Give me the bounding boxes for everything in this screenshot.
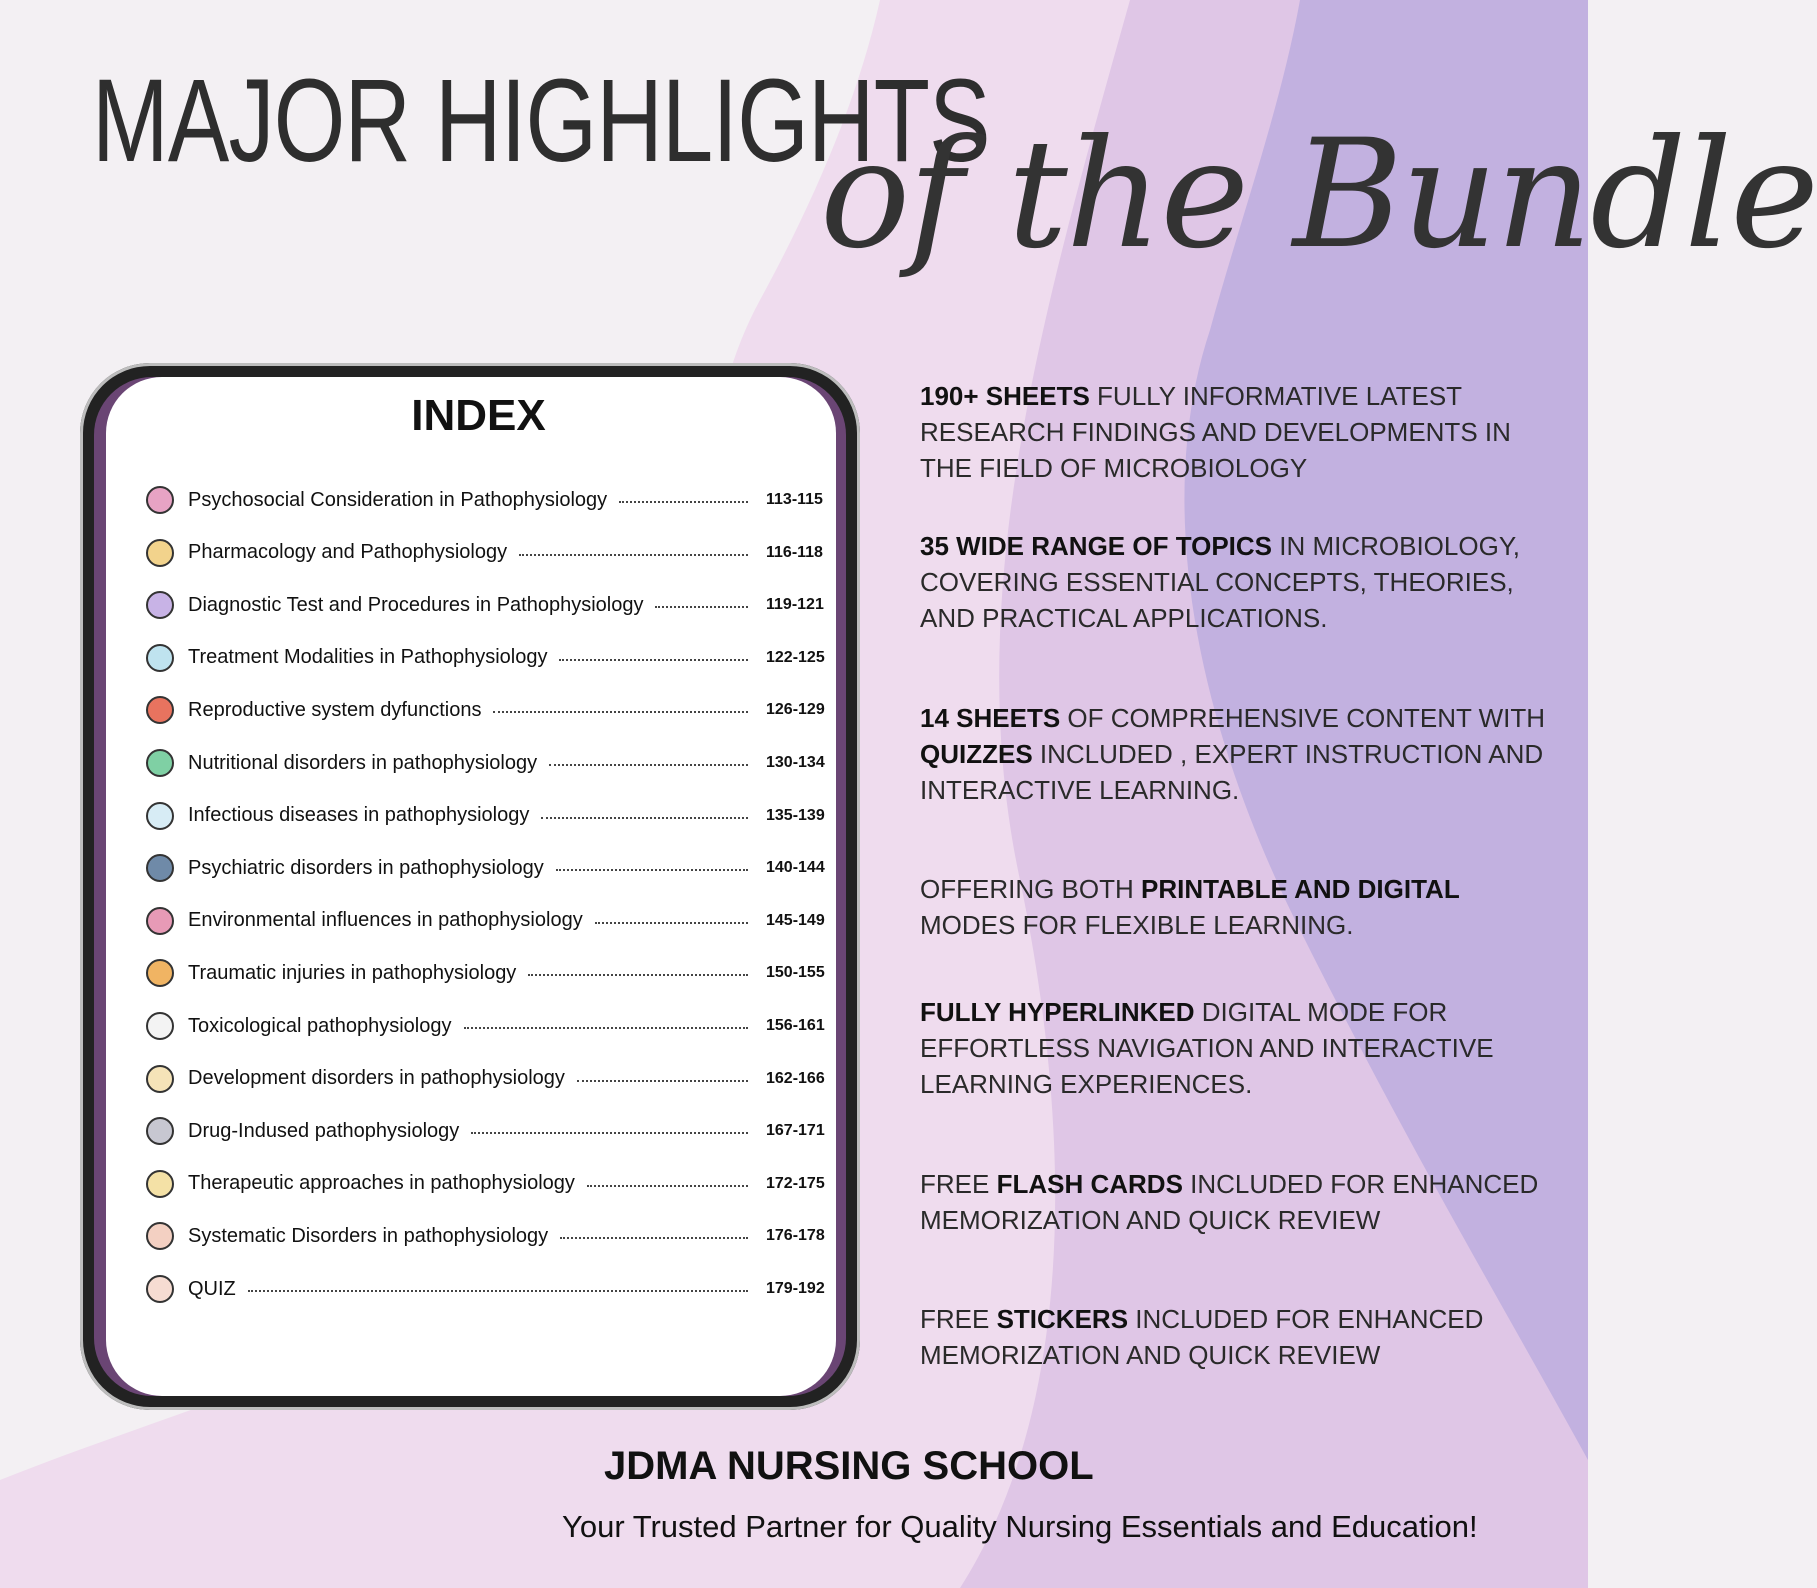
index-item-pages: 116-118 (766, 543, 823, 561)
dot-leader (619, 501, 748, 503)
index-item-pages: 176-178 (766, 1227, 825, 1245)
index-item-pages: 140-144 (766, 859, 825, 877)
highlight-text: FULLY INFORMATIVE LATEST RESEARCH FINDINGS AND DEVELOPMENTS IN THE FIELD OF MICROBIOLOGY (920, 381, 1511, 483)
highlight-item (920, 700, 1560, 808)
tablet-mockup (80, 363, 860, 1410)
index-item-pages: 156-161 (766, 1017, 825, 1034)
index-row[interactable] (146, 1169, 846, 1199)
brand-name: JDMA NURSING SCHOOL (604, 1444, 1094, 1488)
highlight-text: OFFERING BOTH (920, 874, 1141, 904)
index-row[interactable] (146, 1116, 846, 1146)
tablet-screen (94, 377, 846, 1396)
highlight-emphasis: 35 WIDE RANGE OF TOPICS (920, 531, 1273, 561)
index-item-pages: 130-134 (766, 754, 825, 771)
index-row[interactable] (146, 906, 846, 936)
index-row[interactable] (146, 1221, 846, 1251)
index-item-label: Pharmacology and Pathophysiology (188, 541, 508, 564)
infectious-icon (146, 802, 174, 830)
index-item-pages: 122-125 (766, 648, 825, 666)
dot-leader (471, 1132, 748, 1134)
index-row[interactable] (146, 590, 846, 620)
highlight-emphasis: PRINTABLE AND DIGITAL (1141, 874, 1460, 904)
index-item-label: Systematic Disorders in pathophysiology (188, 1224, 549, 1247)
pharmacology-icon (146, 539, 174, 567)
dot-leader (587, 1185, 748, 1187)
highlight-text: FREE (920, 1169, 997, 1199)
tagline: Your Trusted Partner for Quality Nursing Essentials and Education! (562, 1509, 1478, 1544)
dot-leader (549, 764, 748, 766)
dot-leader (464, 1027, 749, 1029)
index-title: INDEX (411, 391, 546, 440)
index-item-label: Diagnostic Test and Procedures in Pathophysiology (188, 593, 644, 616)
highlight-item (920, 528, 1560, 636)
index-row[interactable] (146, 538, 846, 568)
index-item-pages: 179-192 (766, 1280, 825, 1297)
psychiatric-icon (146, 854, 174, 882)
dot-leader (528, 974, 748, 976)
dot-leader (577, 1080, 748, 1082)
highlight-text: OF COMPREHENSIVE CONTENT WITH (1060, 703, 1546, 733)
index-item-label: Development disorders in pathophysiology (188, 1067, 565, 1090)
index-item-pages: 150-155 (766, 964, 825, 982)
index-item-label: Traumatic injuries in pathophysiology (188, 961, 517, 984)
highlight-emphasis: STICKERS (996, 1304, 1129, 1334)
dot-leader (560, 1237, 748, 1239)
environmental-icon (146, 907, 174, 935)
highlight-emphasis: 190+ SHEETS (920, 381, 1090, 411)
highlight-text: INCLUDED , EXPERT INSTRUCTION AND INTERACTIVE LEARNING. (920, 739, 1544, 805)
index-item-label: Nutritional disorders in pathophysiology (188, 751, 538, 774)
therapeutic-icon (146, 1170, 174, 1198)
index-item-label: Environmental influences in pathophysiology (188, 909, 583, 932)
index-item-pages: 119-121 (766, 596, 824, 614)
development-icon (146, 1065, 174, 1093)
highlight-text: DIGITAL MODE FOR EFFORTLESS NAVIGATION AND INTERACTIVE LEARNING EXPERIENCES. (920, 997, 1494, 1099)
highlight-text: FREE (920, 1304, 997, 1334)
index-item-pages: 172-175 (766, 1174, 825, 1192)
highlight-item (920, 871, 1560, 943)
index-row[interactable] (146, 748, 846, 778)
index-row[interactable] (146, 643, 846, 673)
reproductive-icon (146, 696, 174, 724)
index-item-pages: 145-149 (766, 911, 825, 929)
index-item-label: Psychiatric disorders in pathophysiology (188, 856, 544, 879)
dot-leader (556, 869, 748, 871)
highlight-item (920, 1301, 1560, 1373)
index-item-label: QUIZ (188, 1277, 236, 1300)
systematic-icon (146, 1222, 174, 1250)
diagnostic-icon (146, 591, 174, 619)
dot-leader (493, 711, 748, 713)
dot-leader (655, 606, 748, 608)
highlight-text: MODES FOR FLEXIBLE LEARNING. (920, 910, 1354, 940)
quiz-icon (146, 1275, 174, 1303)
drug-icon (146, 1117, 174, 1145)
index-item-label: Therapeutic approaches in pathophysiology (188, 1172, 575, 1195)
index-page (106, 377, 836, 1396)
index-item-label: Treatment Modalities in Pathophysiology (188, 646, 548, 669)
highlight-emphasis: FULLY HYPERLINKED (920, 997, 1195, 1027)
highlight-emphasis: FLASH CARDS (996, 1169, 1183, 1199)
highlight-emphasis: 14 SHEETS (920, 703, 1061, 733)
highlight-text: IN MICROBIOLOGY, COVERING ESSENTIAL CONCEPTS, THEORIES, AND PRACTICAL APPLICATIONS. (920, 531, 1521, 633)
highlight-emphasis: QUIZZES (920, 739, 1033, 769)
index-item-label: Reproductive system dyfunctions (188, 698, 482, 721)
index-row[interactable] (146, 695, 846, 725)
index-row[interactable] (146, 853, 846, 883)
index-item-label: Psychosocial Consideration in Pathophysiology (188, 488, 608, 511)
highlight-item (920, 1166, 1560, 1238)
psychosocial-icon (146, 486, 174, 514)
index-row[interactable] (146, 485, 846, 515)
highlight-item (920, 378, 1560, 486)
dot-leader (541, 817, 748, 819)
index-item-pages: 113-115 (766, 491, 823, 508)
index-item-label: Toxicological pathophysiology (188, 1014, 452, 1037)
highlight-item (920, 994, 1560, 1102)
index-row[interactable] (146, 801, 846, 831)
index-row[interactable] (146, 1011, 846, 1041)
index-row[interactable] (146, 1274, 846, 1304)
treatment-icon (146, 644, 174, 672)
index-row[interactable] (146, 1064, 846, 1094)
dot-leader (595, 922, 748, 924)
index-item-pages: 135-139 (766, 806, 825, 824)
highlight-text: INCLUDED FOR ENHANCED MEMORIZATION AND QUICK REVIEW (920, 1169, 1539, 1235)
toxicological-icon (146, 1012, 174, 1040)
highlight-text: INCLUDED FOR ENHANCED MEMORIZATION AND QUICK REVIEW (920, 1304, 1484, 1370)
script-subtitle: of the Bundle (820, 108, 1817, 282)
index-item-label: Drug-Indused pathophysiology (188, 1119, 460, 1142)
page-title: MAJOR HIGHLIGHTS (92, 55, 990, 187)
index-row[interactable] (146, 958, 846, 988)
dot-leader (559, 659, 748, 661)
index-item-pages: 126-129 (766, 701, 825, 719)
index-item-pages: 167-171 (766, 1122, 825, 1140)
index-item-pages: 162-166 (766, 1069, 825, 1087)
dot-leader (248, 1290, 748, 1292)
dot-leader (519, 554, 748, 556)
nutritional-icon (146, 749, 174, 777)
traumatic-icon (146, 959, 174, 987)
index-item-label: Infectious diseases in pathophysiology (188, 804, 530, 827)
